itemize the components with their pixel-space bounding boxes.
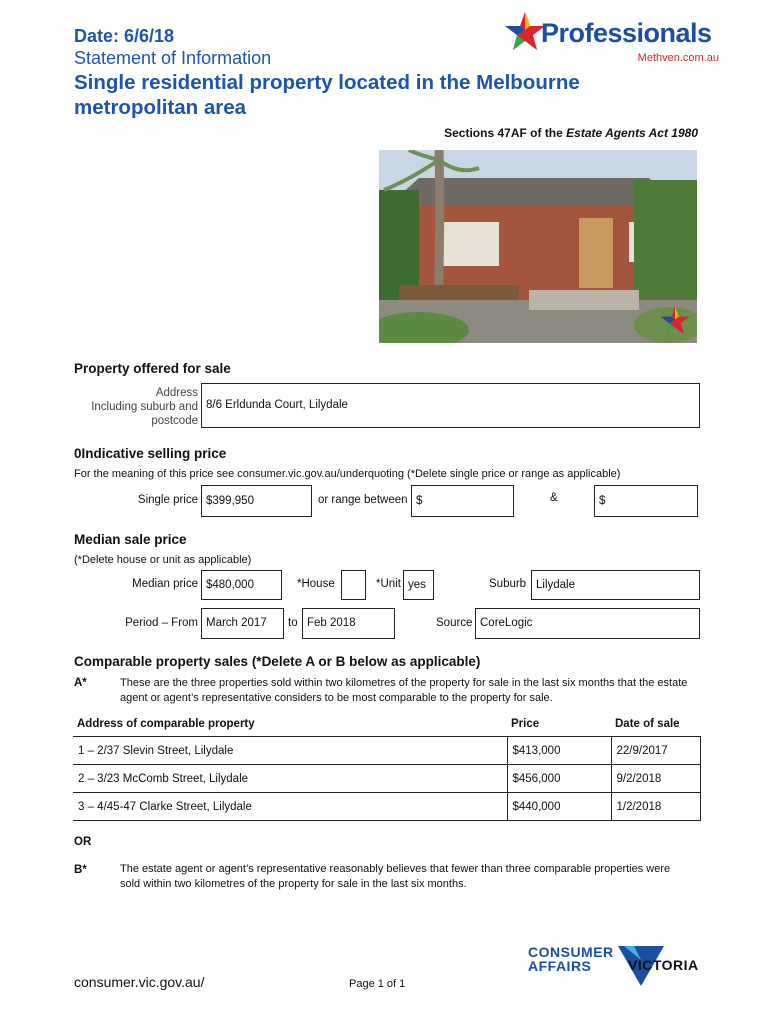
act-name: Estate Agents Act 1980 [566, 126, 698, 140]
table-row [73, 737, 701, 765]
range-label: or range between [318, 494, 408, 506]
source-field[interactable]: CoreLogic [475, 608, 700, 639]
property-photo [379, 150, 697, 343]
row-price[interactable]: $413,000 [507, 737, 611, 765]
unit-label: *Unit [376, 578, 401, 590]
house-label: *House [297, 578, 335, 590]
table-header-row [73, 716, 701, 737]
suburb-label: Suburb [489, 578, 527, 590]
page-title: Single residential property located in the Melbourne metropolitan area [74, 71, 580, 119]
address-label [74, 386, 198, 428]
option-b-text: The estate agent or agent’s representative reasonably believes that fewer than three comparable properties were sold within two kilometres of the property for sale in the last six months. [120, 863, 671, 890]
row-price[interactable]: $456,000 [507, 765, 611, 793]
indicative-price-heading: 0Indicative selling price [74, 446, 227, 461]
address-label-line1: Address [155, 387, 198, 399]
underquoting-note: For the meaning of this price see consumer.vic.gov.au/underquoting (*Delete single price or range as applicable) [74, 468, 621, 480]
range-from-field[interactable]: $ [411, 485, 514, 517]
median-price-heading: Median sale price [74, 532, 187, 547]
or-label: OR [74, 836, 92, 848]
column-address: Address of comparable property [77, 718, 255, 730]
column-date: Date of sale [615, 718, 680, 730]
row-date[interactable]: 1/2/2018 [611, 793, 701, 821]
option-a-text: These are the three properties sold within two kilometres of the property for sale in the last six months that the estate agent or agent’s representative considers to be most comparable to the property for sale. [120, 677, 688, 704]
median-price-field[interactable]: $480,000 [201, 570, 282, 600]
cav-victoria: VICTORIA [628, 957, 699, 973]
option-a-marker: A* [74, 677, 87, 689]
period-from-field[interactable]: March 2017 [201, 608, 284, 639]
property-offered-heading: Property offered for sale [74, 361, 231, 376]
comparable-table [73, 716, 701, 821]
page-number: Page 1 of 1 [349, 978, 406, 990]
date-heading: Date: 6/6/18 [74, 26, 175, 46]
sections-text: Sections 47AF of the [444, 126, 567, 140]
range-ampersand: & [550, 492, 558, 504]
address-field[interactable]: 8/6 Erldunda Court, Lilydale [201, 383, 700, 428]
single-price-label: Single price [137, 494, 198, 506]
range-to-field[interactable]: $ [594, 485, 698, 517]
to-label: to [288, 617, 298, 629]
brand-name: Professionals [541, 18, 712, 48]
statement-heading: Statement of Information [74, 48, 272, 68]
row-date[interactable]: 9/2/2018 [611, 765, 701, 793]
row-address[interactable]: 2 – 3/23 McComb Street, Lilydale [73, 765, 507, 793]
table-row [73, 793, 701, 821]
column-price: Price [511, 718, 540, 730]
single-price-field[interactable]: $399,950 [201, 485, 312, 517]
median-note: (*Delete house or unit as applicable) [74, 554, 252, 566]
professionals-logo [503, 10, 723, 70]
period-to-field[interactable]: Feb 2018 [302, 608, 395, 639]
option-b-marker: B* [74, 864, 87, 876]
suburb-field[interactable]: Lilydale [531, 570, 700, 600]
cav-line2: AFFAIRS [528, 958, 592, 974]
address-label-line3: postcode [151, 415, 198, 427]
house-field[interactable] [341, 570, 366, 600]
table-row [73, 765, 701, 793]
comparable-heading: Comparable property sales (*Delete A or B below as applicable) [74, 654, 481, 669]
act-reference [380, 126, 698, 140]
footer-url[interactable]: consumer.vic.gov.au/ [74, 974, 205, 990]
unit-field[interactable]: yes [403, 570, 434, 600]
row-date[interactable]: 22/9/2017 [611, 737, 701, 765]
row-address[interactable]: 3 – 4/45-47 Clarke Street, Lilydale [73, 793, 507, 821]
row-price[interactable]: $440,000 [507, 793, 611, 821]
address-label-line2: Including suburb and [91, 401, 198, 413]
cav-line1: CONSUMER [528, 944, 614, 960]
source-label: Source [436, 617, 473, 629]
star-watermark-icon [659, 305, 691, 337]
consumer-affairs-logo [528, 944, 703, 994]
period-label: Period – From [125, 617, 198, 629]
row-address[interactable]: 1 – 2/37 Slevin Street, Lilydale [73, 737, 507, 765]
brand-subtitle: Methven.com.au [637, 52, 719, 64]
median-price-label: Median price [132, 578, 198, 590]
